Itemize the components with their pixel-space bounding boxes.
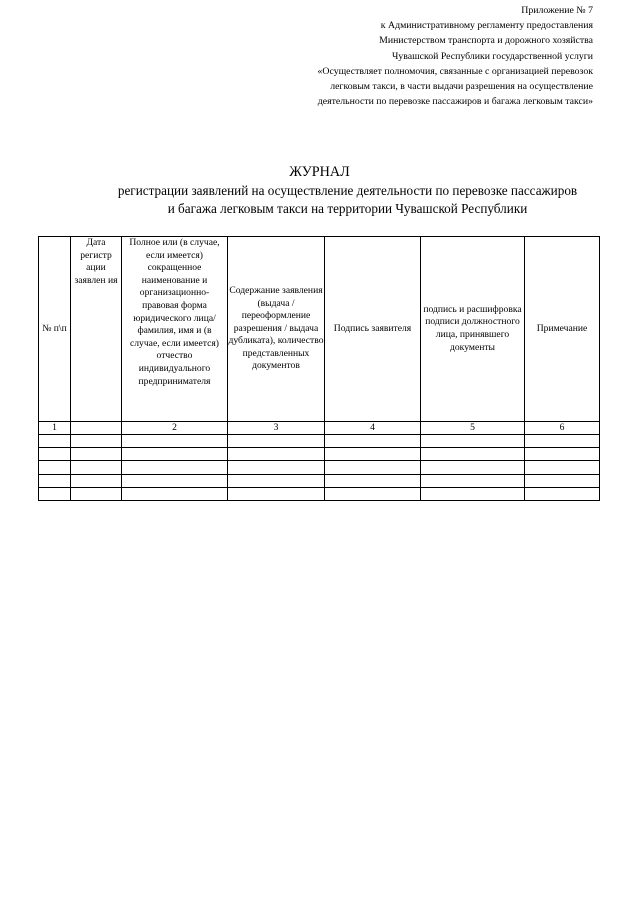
table-cell bbox=[228, 448, 325, 461]
table-cell bbox=[71, 461, 122, 474]
table-cell bbox=[325, 435, 421, 448]
column-number: 6 bbox=[525, 422, 600, 435]
column-header-official-signature: подпись и расшифровка подписи должностного лица, принявшего документы bbox=[421, 237, 525, 422]
appendix-line: к Административному регламенту предоставления bbox=[380, 20, 593, 32]
journal-subtitle-line-2: и багажа легковым такси на территории Чувашской Республики bbox=[167, 201, 528, 216]
table-cell bbox=[122, 435, 228, 448]
column-header-application-content: Содержание заявления (выдача / переоформление разрешения / выдача дубликата), количество представленных документов bbox=[228, 237, 325, 422]
column-number bbox=[71, 422, 122, 435]
column-number-row bbox=[39, 422, 600, 435]
column-header-applicant-name: Полное или (в случае, если имеется) сокращенное наименование и организационно-правовая форма юридического лица/фамилия, имя и (в случае, если имеется) отчество индивидуального предпринимателя bbox=[122, 237, 228, 422]
table-cell bbox=[525, 461, 600, 474]
table-cell bbox=[39, 474, 71, 487]
table-row bbox=[39, 435, 600, 448]
table-cell bbox=[39, 461, 71, 474]
table-cell bbox=[421, 461, 525, 474]
appendix-line: Чувашской Республики государственной услуги bbox=[391, 50, 593, 62]
table-cell bbox=[122, 487, 228, 500]
table-cell bbox=[228, 435, 325, 448]
table-cell bbox=[71, 435, 122, 448]
table-cell bbox=[325, 461, 421, 474]
table-cell bbox=[421, 474, 525, 487]
table-cell bbox=[325, 448, 421, 461]
table-cell bbox=[421, 487, 525, 500]
table-row bbox=[39, 461, 600, 474]
appendix-line: легковым такси, в части выдачи разрешения на осуществление bbox=[330, 81, 593, 93]
table-cell bbox=[525, 448, 600, 461]
column-header-number: № п\п bbox=[39, 237, 71, 422]
table-cell bbox=[325, 474, 421, 487]
table-cell bbox=[122, 448, 228, 461]
column-number: 3 bbox=[228, 422, 325, 435]
table-header-row bbox=[39, 237, 600, 422]
table-cell bbox=[228, 487, 325, 500]
table-cell bbox=[228, 461, 325, 474]
table-cell bbox=[122, 461, 228, 474]
table-cell bbox=[39, 435, 71, 448]
column-header-applicant-signature: Подпись заявителя bbox=[325, 237, 421, 422]
table-cell bbox=[71, 474, 122, 487]
appendix-line: Министерством транспорта и дорожного хозяйства bbox=[379, 35, 593, 47]
appendix-line: деятельности по перевозке пассажиров и багажа легковым такси» bbox=[317, 96, 593, 108]
appendix-line: «Осуществляет полномочия, связанные с организацией перевозок bbox=[317, 65, 593, 77]
registration-journal-table bbox=[38, 236, 600, 501]
table-row bbox=[39, 448, 600, 461]
column-number: 4 bbox=[325, 422, 421, 435]
table-cell bbox=[39, 487, 71, 500]
table-cell bbox=[525, 474, 600, 487]
table-cell bbox=[525, 487, 600, 500]
column-header-note: Примечание bbox=[525, 237, 600, 422]
appendix-line: Приложение № 7 bbox=[521, 5, 593, 16]
journal-subtitle-line-1: регистрации заявлений на осуществление деятельности по перевозке пассажиров bbox=[117, 183, 578, 198]
table-cell bbox=[71, 487, 122, 500]
journal-title: ЖУРНАЛ bbox=[289, 164, 350, 180]
column-number: 2 bbox=[122, 422, 228, 435]
table-row bbox=[39, 487, 600, 500]
table-cell bbox=[71, 448, 122, 461]
column-number: 1 bbox=[39, 422, 71, 435]
table-cell bbox=[421, 448, 525, 461]
table-row bbox=[39, 474, 600, 487]
table-cell bbox=[39, 448, 71, 461]
table-cell bbox=[325, 487, 421, 500]
table-cell bbox=[421, 435, 525, 448]
column-number: 5 bbox=[421, 422, 525, 435]
table-cell bbox=[122, 474, 228, 487]
table-cell bbox=[228, 474, 325, 487]
column-header-registration-date: Дата регистр ации заявлен ия bbox=[71, 237, 122, 422]
table-cell bbox=[525, 435, 600, 448]
appendix-header bbox=[193, 3, 593, 109]
